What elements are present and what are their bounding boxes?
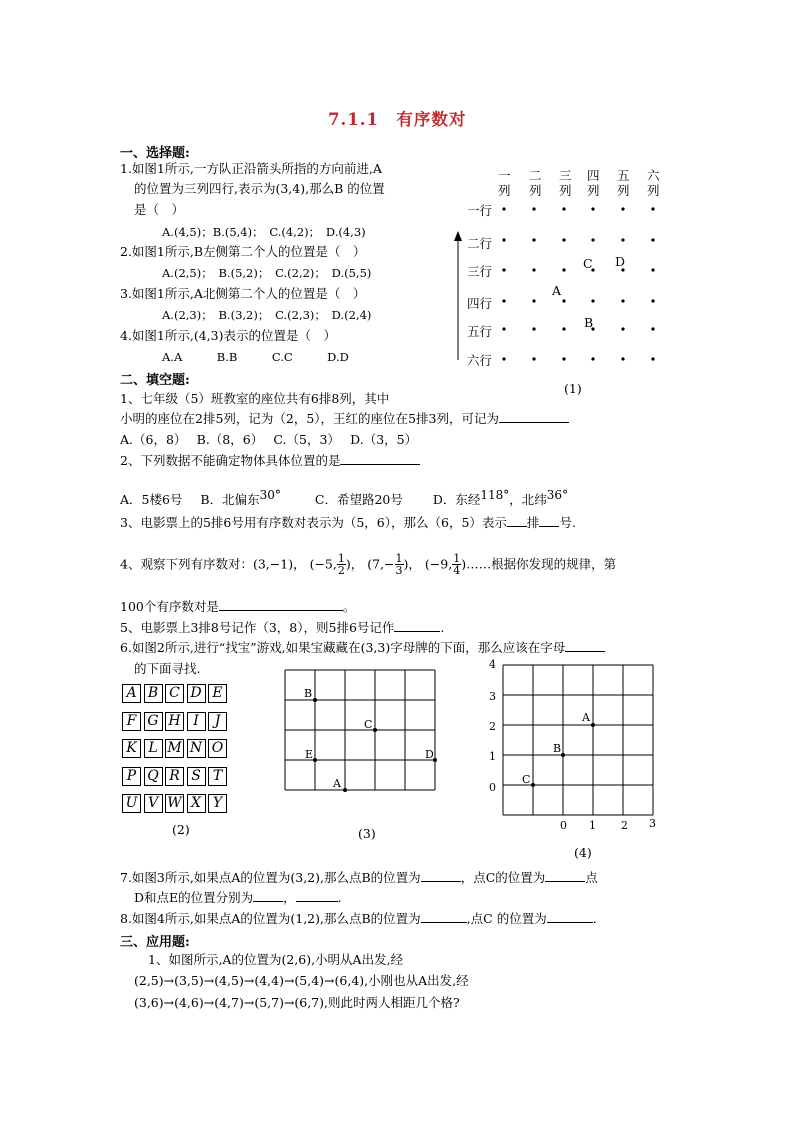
- fig1-dot-r6-c3: [562, 357, 565, 360]
- fig1-dot-r3-c3: [562, 268, 565, 271]
- fig1-row-label-5: 五行: [467, 324, 493, 339]
- q1-line2: 的位置为三列四行,表示为(3,4),那么B 的位置: [134, 181, 385, 196]
- fig3-label-b: B: [304, 687, 313, 700]
- fig2-letter-card: O: [208, 739, 227, 758]
- fig4-ytick-0: 0: [489, 781, 496, 794]
- fig1-dot-r4-c5: [621, 299, 624, 302]
- fig2-letter-card: S: [187, 767, 206, 786]
- page-title: 7.1.1 有序数对: [328, 110, 467, 129]
- fill-q2-line1: 2、下列数据不能确定物体具体位置的是: [120, 452, 420, 470]
- fig1-dot-r4-c6: [651, 299, 654, 302]
- fig2-letter-card: L: [144, 739, 163, 758]
- fig4-label-c: C: [522, 773, 531, 786]
- fig3-point-c: [373, 728, 377, 732]
- fig1-dot-r1-c6: [651, 207, 654, 210]
- fig1-dot-r1-c3: [562, 207, 565, 210]
- fig1-dot-r1-c2: [532, 207, 535, 210]
- fig1-dot-r3-c6: [651, 268, 654, 271]
- fig4-xtick-1: 1: [589, 819, 596, 832]
- q7-line2: D和点E的位置分别为 ， .: [134, 890, 342, 905]
- section-choice-heading: 一、选择题:: [120, 146, 190, 161]
- fill-q1-options: A.（6，8） B.（8，6） C.（5，3） D.（3，5）: [120, 432, 418, 447]
- q4-line1: 4.如图1所示,(4,3)表示的位置是（ ）: [120, 328, 336, 343]
- fig1-dot-r4-c1: [502, 299, 505, 302]
- fig1-row-label-1: 一行: [467, 203, 493, 218]
- fill-q3-line: 3、电影票上的5排6号用有序数对表示为（5，6），那么（6，5）表示 排 号.: [120, 515, 576, 530]
- fig1-dot-r2-c1: [502, 238, 505, 241]
- q2-options: A.(2,5)； B.(5,2)； C.(2,2)； D.(5,5): [162, 266, 372, 280]
- fill-q4-line2: 100个有序数对是 。: [120, 599, 356, 614]
- fig1-column-header-4: 四列: [587, 168, 600, 198]
- fig2-letter-card: F: [122, 712, 141, 731]
- fill-q5-line: 5、电影票上3排8号记作（3，8），则5排6号记作 .: [120, 620, 445, 635]
- fig1-row-label-4: 四行: [467, 296, 493, 311]
- fig1-label-a: A: [552, 283, 562, 298]
- fig3-grid: [270, 668, 450, 828]
- fig4-ytick-3: 3: [489, 690, 496, 703]
- section-fill-heading: 二、填空题:: [120, 373, 190, 388]
- fig2-letter-card: N: [187, 739, 206, 758]
- fig1-column-header-5: 五列: [617, 168, 630, 198]
- fig1-dot-r5-c2: [532, 327, 535, 330]
- fig3-point-a: [343, 788, 347, 792]
- fig1-column-header-2: 二列: [529, 168, 542, 198]
- fig2-letter-card: B: [144, 684, 163, 703]
- fig2-letter-card: Y: [208, 794, 227, 813]
- fig1-label-d: D: [615, 254, 626, 269]
- fig1-dot-r5-c6: [651, 327, 654, 330]
- fig1-dot-r2-c3: [562, 238, 565, 241]
- fig1-label-b: B: [584, 315, 594, 330]
- fig1-dot-r6-c5: [621, 357, 624, 360]
- fig2-letter-grid: [122, 684, 232, 819]
- fig1-dot-r6-c1: [502, 357, 505, 360]
- fig1-dot-r2-c2: [532, 238, 535, 241]
- q3-options: A.(2,3)； B.(3,2)； C.(2,3)； D.(2,4): [162, 308, 372, 322]
- fig4-coordinate-grid: [484, 656, 664, 836]
- fig2-letter-card: U: [122, 794, 141, 813]
- q1-options: A.(4,5)；B.(5,4)； C.(4,2)； D.(4,3): [162, 225, 366, 239]
- fig3-point-b: [313, 698, 317, 702]
- fig1-column-header-1: 一列: [498, 168, 511, 198]
- fig3-caption: (3): [358, 826, 376, 841]
- fig4-caption: (4): [574, 845, 592, 860]
- fig2-letter-card: I: [187, 712, 206, 731]
- fill-q6-line1: 6.如图2所示,进行“找宝”游戏,如果宝藏藏在(3,3)字母牌的下面，那么应该在字母: [120, 639, 605, 657]
- fig1-arrow-head: [454, 231, 462, 241]
- fill-q4-line1: 4、观察下列有序数对：(3,−1)， (−5, $\frac{1}{2}$ )， (7,− $\frac{1}{3}$ )， (−9, $\frac{1}{4}$ )……根据你发现的规律，第: [120, 552, 617, 577]
- fig1-dot-r5-c1: [502, 327, 505, 330]
- app-q1-line3: (3,6)→(4,6)→(4,7)→(5,7)→(6,7),则此时两人相距几个格?: [134, 995, 460, 1010]
- fig4-label-a: A: [582, 711, 590, 724]
- fig2-letter-card: A: [122, 684, 141, 703]
- fig4-ytick-2: 2: [489, 720, 496, 733]
- fig2-letter-card: H: [165, 712, 184, 731]
- fill-q6-line2: 的下面寻找.: [134, 661, 201, 676]
- q1-line3: 是（ ）: [134, 202, 185, 217]
- fig1-dot-r5-c3: [562, 327, 565, 330]
- fig4-ytick-1: 1: [489, 750, 496, 763]
- q3-line1: 3.如图1所示,A北侧第二个人的位置是（ ）: [120, 286, 366, 301]
- fig1-dot-r6-c6: [651, 357, 654, 360]
- fig1-dot-r1-c5: [621, 207, 624, 210]
- fig1-row-label-6: 六行: [467, 353, 493, 368]
- fig1-dot-r4-c3: [562, 299, 565, 302]
- fig2-letter-card: R: [165, 767, 184, 786]
- fig4-ytick-4: 4: [489, 658, 496, 671]
- q1-line1: 1.如图1所示,一方队正沿箭头所指的方向前进,A: [120, 161, 382, 176]
- fig3-label-a: A: [333, 777, 341, 790]
- fig1-column-header-3: 三列: [559, 168, 572, 198]
- fig1-dot-r4-c4: [591, 299, 594, 302]
- fig2-letter-card: X: [187, 794, 206, 813]
- fig1-dot-r2-c5: [621, 238, 624, 241]
- fig2-letter-card: K: [122, 739, 141, 758]
- fig1-dot-r2-c6: [651, 238, 654, 241]
- app-q1-line2: (2,5)→(3,5)→(4,5)→(4,4)→(5,4)→(6,4),小刚也从A出发,经: [134, 973, 469, 988]
- fig1-label-c: C: [583, 256, 593, 271]
- fig2-letter-card: W: [165, 794, 184, 813]
- fig1-dot-r6-c4: [591, 357, 594, 360]
- fig4-xtick-0: 0: [560, 819, 567, 832]
- q8-line1: 8.如图4所示,如果点A的位置为(1,2),那么点B的位置为 ,点C 的位置为 .: [120, 911, 597, 926]
- fig2-letter-card: C: [165, 684, 184, 703]
- fill-q1-line1: 1、七年级（5）班教室的座位共有6排8列，其中: [120, 391, 390, 406]
- fig3-point-e: [313, 758, 317, 762]
- fig4-label-b: B: [553, 742, 562, 755]
- fill-q1-line2: 小明的座位在2排5列，记为（2，5），王红的座位在5排3列，可记为: [120, 410, 569, 428]
- fig1-caption: (1): [564, 381, 582, 396]
- fig2-caption: (2): [172, 822, 190, 837]
- fig1-row-label-3: 三行: [467, 264, 493, 279]
- app-q1-line1: 1、如图所示,A的位置为(2,6),小明从A出发,经: [148, 952, 404, 967]
- fig1-dot-r1-c1: [502, 207, 505, 210]
- fig1-dot-r1-c4: [591, 207, 594, 210]
- fig3-label-c: C: [364, 718, 373, 731]
- q4-options: A.A B.B C.C D.D: [162, 350, 349, 364]
- fig2-letter-card: T: [208, 767, 227, 786]
- fig3-label-e: E: [305, 748, 314, 761]
- fig1-dot-r6-c2: [532, 357, 535, 360]
- fig1-row-label-2: 二行: [467, 236, 493, 251]
- fig1-dot-r3-c2: [532, 268, 535, 271]
- fig1-dot-r5-c5: [621, 327, 624, 330]
- fig2-letter-card: P: [122, 767, 141, 786]
- fig4-xtick-3: 3: [649, 817, 656, 830]
- fig2-letter-card: M: [165, 739, 184, 758]
- fig2-letter-card: V: [144, 794, 163, 813]
- fig2-letter-card: Q: [144, 767, 163, 786]
- fig4-point-b: [561, 753, 565, 757]
- q7-line1: 7.如图3所示,如果点A的位置为(3,2),那么点B的位置为 ，点C的位置为 点: [120, 870, 598, 885]
- fig2-letter-card: D: [187, 684, 206, 703]
- fig4-point-c: [531, 783, 535, 787]
- fig1-dot-r3-c1: [502, 268, 505, 271]
- fig4-xtick-2: 2: [621, 819, 628, 832]
- fig2-letter-card: G: [144, 712, 163, 731]
- fig3-label-d: D: [425, 748, 434, 761]
- fig1-dot-r2-c4: [591, 238, 594, 241]
- fig2-letter-card: J: [208, 712, 227, 731]
- fig2-letter-card: E: [208, 684, 227, 703]
- section-application-heading: 三、应用题:: [120, 935, 190, 950]
- fill-q2-options: A．5楼6号 B．北偏东$^{30^\circ}$ C．希望路20号 D．东经$^{118^\circ}$，北纬$^{36^\circ}$: [120, 488, 569, 508]
- fig1-dot-r4-c2: [532, 299, 535, 302]
- fig1-column-header-6: 六列: [647, 168, 660, 198]
- q2-line1: 2.如图1所示,B左侧第二个人的位置是（ ）: [120, 244, 366, 259]
- fig4-point-a: [591, 723, 595, 727]
